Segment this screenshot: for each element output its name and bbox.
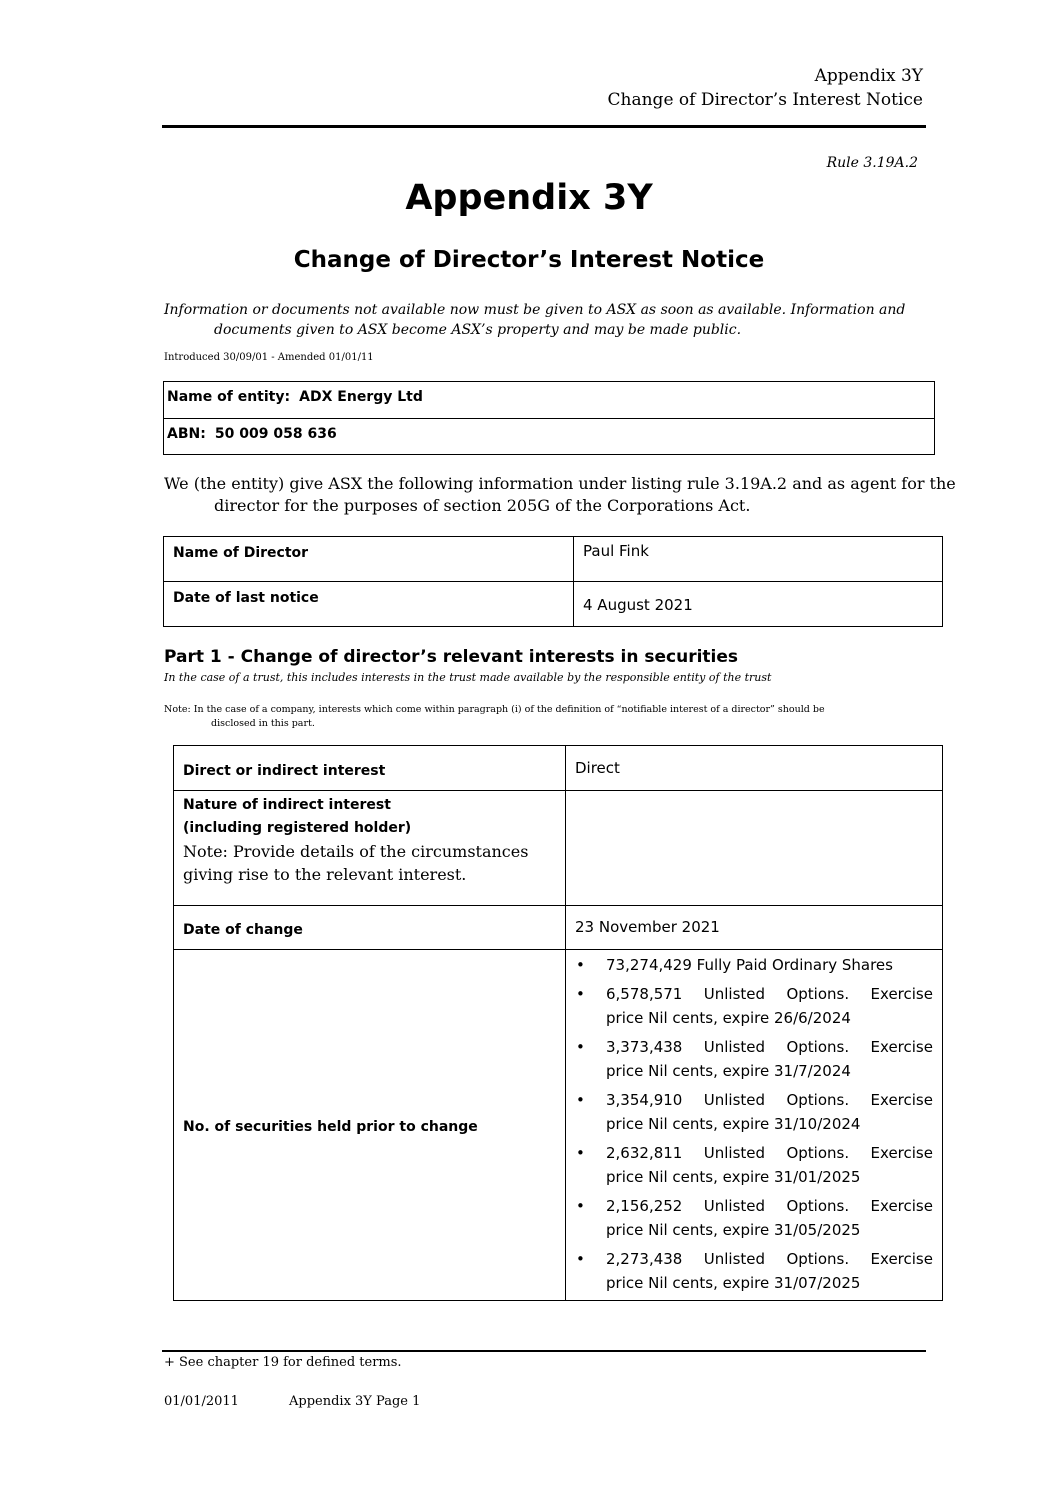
holding-detail: price Nil cents, expire 26/6/2024 bbox=[606, 1009, 851, 1027]
date-change-label-cell bbox=[174, 906, 566, 950]
holding-item-option: • 2,156,252 Unlisted Options. Exercise price Nil cents, expire 31/05/2025 bbox=[566, 1194, 933, 1242]
last-notice-label-cell bbox=[164, 582, 574, 627]
holding-item-shares bbox=[566, 953, 933, 977]
last-notice-value: 4 August 2021 bbox=[583, 596, 693, 614]
header-title: Appendix 3Y bbox=[814, 66, 923, 86]
holding-detail: price Nil cents, expire 31/01/2025 bbox=[606, 1168, 861, 1186]
direct-value-cell bbox=[566, 746, 943, 791]
last-notice-value-cell bbox=[574, 582, 943, 627]
prior-label-cell bbox=[174, 950, 566, 1301]
holding-item-option: • 3,354,910 Unlisted Options. Exercise price Nil cents, expire 31/10/2024 bbox=[566, 1088, 933, 1136]
director-name-value-cell bbox=[574, 537, 943, 582]
statement-line2: director for the purposes of section 205G of the Corporations Act. bbox=[214, 496, 751, 515]
holding-qty: 3,373,438 bbox=[606, 1038, 683, 1056]
rule-reference: Rule 3.19A.2 bbox=[826, 155, 918, 171]
holding-qty: 3,354,910 bbox=[606, 1091, 683, 1109]
footer-date: 01/01/2011 bbox=[164, 1394, 239, 1409]
part1-note-line2: disclosed in this part. bbox=[211, 718, 315, 729]
nature-label-line1: Nature of indirect interest bbox=[183, 797, 391, 813]
holding-item-option: • 2,273,438 Unlisted Options. Exercise price Nil cents, expire 31/07/2025 bbox=[566, 1247, 933, 1295]
director-name-label: Name of Director bbox=[173, 545, 309, 561]
nature-note-line1: Note: Provide details of the circumstances bbox=[183, 842, 529, 861]
entity-name-value: ADX Energy Ltd bbox=[299, 389, 423, 405]
intro-text-line2: documents given to ASX become ASX’s property and may be made public. bbox=[214, 322, 742, 338]
part1-subheading: In the case of a trust, this includes interests in the trust made available by the responsible entity of the trust bbox=[164, 671, 772, 684]
entity-abn-cell bbox=[164, 419, 935, 455]
holding-text: 73,274,429 Fully Paid Ordinary Shares bbox=[606, 956, 893, 974]
part1-heading: Part 1 - Change of director’s relevant interests in securities bbox=[164, 647, 739, 667]
holding-detail: price Nil cents, expire 31/10/2024 bbox=[606, 1115, 861, 1133]
holding-detail: price Nil cents, expire 31/07/2025 bbox=[606, 1274, 861, 1292]
bullet-icon: • bbox=[576, 1144, 585, 1162]
statement-line1: We (the entity) give ASX the following information under listing rule 3.19A.2 and as agent for the bbox=[164, 474, 956, 493]
direct-interest-label: Direct or indirect interest bbox=[183, 763, 386, 779]
bullet-icon: • bbox=[576, 1250, 585, 1268]
holding-item-option: • 6,578,571 Unlisted Options. Exercise price Nil cents, expire 26/6/2024 bbox=[566, 982, 933, 1030]
bullet-icon: • bbox=[576, 1038, 585, 1056]
entity-table bbox=[163, 381, 935, 455]
nature-label-cell bbox=[174, 791, 566, 906]
introduced-note: Introduced 30/09/01 - Amended 01/01/11 bbox=[164, 352, 374, 363]
holding-item-option: • 2,632,811 Unlisted Options. Exercise price Nil cents, expire 31/01/2025 bbox=[566, 1141, 933, 1189]
securities-prior-label: No. of securities held prior to change bbox=[183, 1118, 478, 1135]
page-subtitle: Change of Director’s Interest Notice bbox=[293, 247, 765, 273]
direct-label-cell bbox=[174, 746, 566, 791]
nature-value-cell bbox=[566, 791, 943, 906]
last-notice-label: Date of last notice bbox=[173, 590, 319, 606]
header-subtitle: Change of Director’s Interest Notice bbox=[607, 90, 923, 110]
footer-page-number: Appendix 3Y Page 1 bbox=[289, 1394, 421, 1409]
holding-qty: 6,578,571 bbox=[606, 985, 683, 1003]
bullet-icon: • bbox=[576, 956, 585, 974]
holding-detail: price Nil cents, expire 31/05/2025 bbox=[606, 1221, 861, 1239]
bullet-icon: • bbox=[576, 1197, 585, 1215]
direct-interest-value: Direct bbox=[575, 759, 620, 777]
entity-name-label: Name of entity: bbox=[167, 389, 291, 405]
holding-qty: 2,273,438 bbox=[606, 1250, 683, 1268]
date-of-change-value: 23 November 2021 bbox=[575, 918, 720, 936]
abn-label: ABN: bbox=[167, 426, 206, 442]
holding-qty: 2,156,252 bbox=[606, 1197, 683, 1215]
date-of-change-label: Date of change bbox=[183, 922, 303, 938]
bullet-icon: • bbox=[576, 985, 585, 1003]
nature-label-line2: (including registered holder) bbox=[183, 820, 412, 836]
holding-detail: price Nil cents, expire 31/7/2024 bbox=[606, 1062, 851, 1080]
footer-rule bbox=[162, 1350, 926, 1352]
holding-item-option: • 3,373,438 Unlisted Options. Exercise price Nil cents, expire 31/7/2024 bbox=[566, 1035, 933, 1083]
holding-qty: 2,632,811 bbox=[606, 1144, 683, 1162]
header-rule bbox=[162, 125, 926, 128]
abn-value: 50 009 058 636 bbox=[214, 426, 337, 442]
bullet-icon: • bbox=[576, 1091, 585, 1109]
interest-table bbox=[173, 745, 943, 1301]
nature-note-line2: giving rise to the relevant interest. bbox=[183, 865, 467, 884]
director-name-label-cell bbox=[164, 537, 574, 582]
page-title: Appendix 3Y bbox=[405, 178, 653, 218]
footer-terms: + See chapter 19 for defined terms. bbox=[164, 1355, 402, 1370]
director-name-value: Paul Fink bbox=[583, 542, 649, 560]
holdings-list bbox=[566, 953, 933, 1295]
part1-note-line1: Note: In the case of a company, interests which come within paragraph (i) of the definition of “notifiable interest of a director” should be bbox=[164, 704, 825, 715]
prior-value-cell bbox=[566, 950, 943, 1301]
intro-text-line1: Information or documents not available now must be given to ASX as soon as available. Information and bbox=[164, 302, 906, 318]
date-change-value-cell bbox=[566, 906, 943, 950]
director-table bbox=[163, 536, 943, 627]
entity-name-cell bbox=[164, 382, 935, 419]
